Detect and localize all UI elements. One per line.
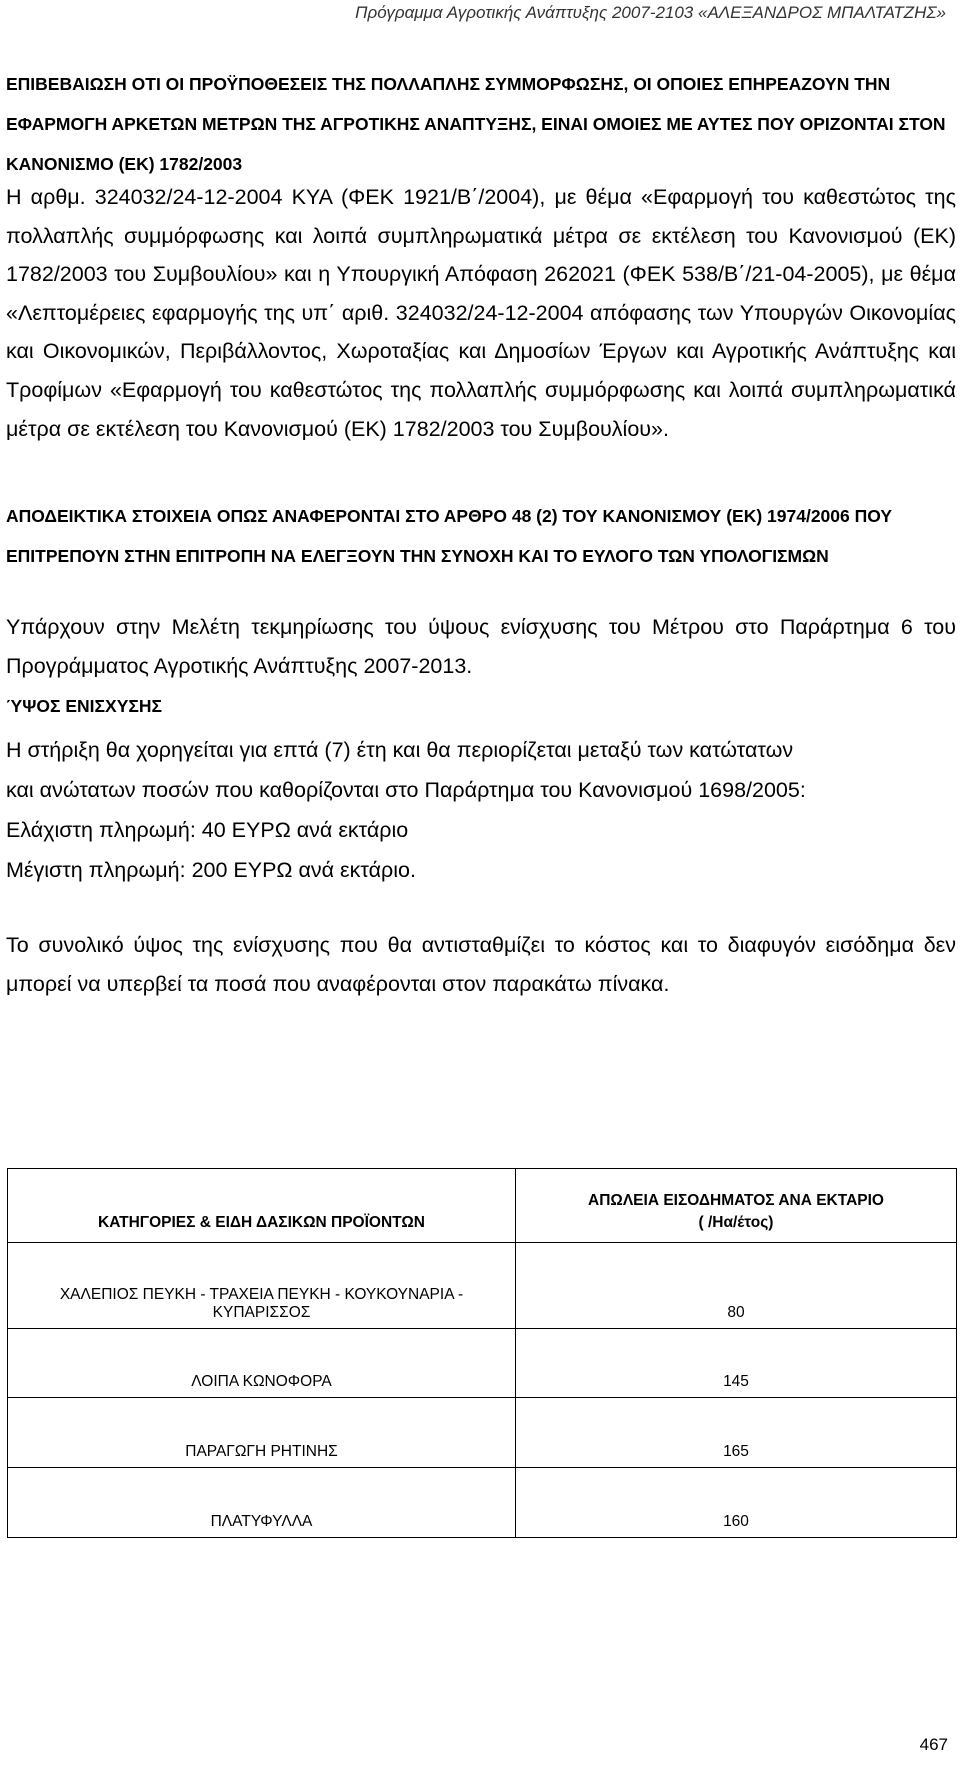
table-cell-value: 165: [516, 1398, 957, 1468]
maximum-payment: Μέγιστη πληρωμή: 200 ΕΥΡΩ ανά εκτάριο.: [6, 858, 416, 882]
page-number: 467: [919, 1735, 948, 1754]
table-cell-category: ΠΛΑΤΥΦΥΛΛΑ: [8, 1468, 516, 1538]
column-header-income-loss: [516, 1169, 957, 1243]
table-cell-value: 145: [516, 1329, 957, 1398]
section-heading-evidence: ΑΠΟΔΕΙΚΤΙΚΑ ΣΤΟΙΧΕΙΑ ΟΠΩΣ ΑΝΑΦΕΡΟΝΤΑΙ ΣΤΟ ΑΡΘΡΟ 48 (2) ΤΟΥ ΚΑΝΟΝΙΣΜΟΥ (ΕΚ) 1974/2006 ΠΟΥ ΕΠΙΤΡΕΠΟΥΝ ΣΤΗΝ ΕΠΙΤΡΟΠΗ ΝΑ ΕΛΕΓΞΟΥΝ ΤΗΝ ΣΥΝΟΧΗ ΚΑΙ ΤΟ ΕΥΛΟΓΟ ΤΩΝ ΥΠΟΛΟΓΙΣΜΩΝ: [6, 506, 893, 566]
table-row: [8, 1243, 957, 1329]
table-cell-value: 160: [516, 1468, 957, 1538]
aid-duration-line-2: και ανώτατων ποσών που καθορίζονται στο Παράρτημα του Κανονισμού 1698/2005:: [6, 778, 806, 802]
column-header-income-loss-line1: ΑΠΩΛΕΙΑ ΕΙΣΟΔΗΜΑΤΟΣ ΑΝΑ ΕΚΤΑΡΙΟ: [588, 1192, 884, 1209]
table-cell-category: ΠΑΡΑΓΩΓΗ ΡΗΤΙΝΗΣ: [8, 1398, 516, 1468]
table-cell-value: 80: [516, 1243, 957, 1329]
table-cell-category: ΧΑΛΕΠΙΟΣ ΠΕΥΚΗ - ΤΡΑΧΕΙΑ ΠΕΥΚΗ - ΚΟΥΚΟΥΝΑΡΙΑ - ΚΥΠΑΡΙΣΣΟΣ: [8, 1243, 516, 1329]
paragraph-study-reference: Υπάρχουν στην Μελέτη τεκμηρίωσης του ύψους ενίσχυσης του Μέτρου στο Παράρτημα 6 του Προγράμματος Αγροτικής Ανάπτυξης 2007-2013.: [6, 615, 956, 678]
running-header: Πρόγραμμα Αγροτικής Ανάπτυξης 2007-2103 «ΑΛΕΞΑΝΔΡΟΣ ΜΠΑΛΤΑΤΖΗΣ»: [355, 3, 946, 22]
paragraph-total-aid: Το συνολικό ύψος της ενίσχυσης που θα αντισταθμίζει το κόστος και το διαφυγόν εισόδημα δεν μπορεί να υπερβεί τα ποσά που αναφέρονται στον παρακάτω πίνακα.: [6, 933, 956, 996]
aid-duration-line-1: Η στήριξη θα χορηγείται για επτά (7) έτη και θα περιορίζεται μεταξύ των κατώτατων: [6, 738, 794, 762]
table-row: [8, 1468, 957, 1538]
column-header-category: ΚΑΤΗΓΟΡΙΕΣ & ΕΙΔΗ ΔΑΣΙΚΩΝ ΠΡΟΪΟΝΤΩΝ: [8, 1169, 516, 1243]
paragraph-legal-references: Η αρθμ. 324032/24-12-2004 ΚΥΑ (ΦΕΚ 1921/Β΄/2004), με θέμα «Εφαρμογή του καθεστώτος της πολλαπλής συμμόρφωσης και λοιπά συμπληρωματικά μέτρα σε εκτέλεση του Κανονισμού (ΕΚ) 1782/2003 του Συμβουλίου» και η Υπουργική Απόφαση 262021 (ΦΕΚ 538/Β΄/21-04-2005), με θέμα «Λεπτομέρειες εφαρμογής της υπ΄ αριθ. 324032/24-12-2004 απόφασης των Υπουργών Οικονομίας και Οικονομικών, Περιβάλλοντος, Χωροταξίας και Δημοσίων Έργων και Αγροτικής Ανάπτυξης και Τροφίμων «Εφαρμογή του καθεστώτος της πολλαπλής συμμόρφωσης και λοιπά συμπληρωματικά μέτρα σε εκτέλεση του Κανονισμού (ΕΚ) 1782/2003 του Συμβουλίου».: [6, 185, 956, 441]
table-row: [8, 1329, 957, 1398]
table-cell-category: ΛΟΙΠΑ ΚΩΝΟΦΟΡΑ: [8, 1329, 516, 1398]
minimum-payment: Ελάχιστη πληρωμή: 40 ΕΥΡΩ ανά εκτάριο: [6, 818, 409, 842]
section-heading-aid-amount: ΎΨΟΣ ΕΝΙΣΧΥΣΗΣ: [6, 696, 163, 716]
section-heading-cross-compliance: ΕΠΙΒΕΒΑΙΩΣΗ ΟΤΙ ΟΙ ΠΡΟΫΠΟΘΕΣΕΙΣ ΤΗΣ ΠΟΛΛΑΠΛΗΣ ΣΥΜΜΟΡΦΩΣΗΣ, ΟΙ ΟΠΟΙΕΣ ΕΠΗΡΕΑΖΟΥΝ ΤΗΝ ΕΦΑΡΜΟΓΗ ΑΡΚΕΤΩΝ ΜΕΤΡΩΝ ΤΗΣ ΑΓΡΟΤΙΚΗΣ ΑΝΑΠΤΥΞΗΣ, ΕΙΝΑΙ ΟΜΟΙΕΣ ΜΕ ΑΥΤΕΣ ΠΟΥ ΟΡΙΖΟΝΤΑΙ ΣΤΟΝ ΚΑΝΟΝΙΣΜΟ (ΕΚ) 1782/2003: [6, 74, 946, 174]
table-row: [8, 1398, 957, 1468]
income-loss-table: [7, 1168, 957, 1538]
column-header-income-loss-line2: ( /Ηα/έτος): [698, 1214, 774, 1231]
table-header-row: [8, 1169, 957, 1243]
